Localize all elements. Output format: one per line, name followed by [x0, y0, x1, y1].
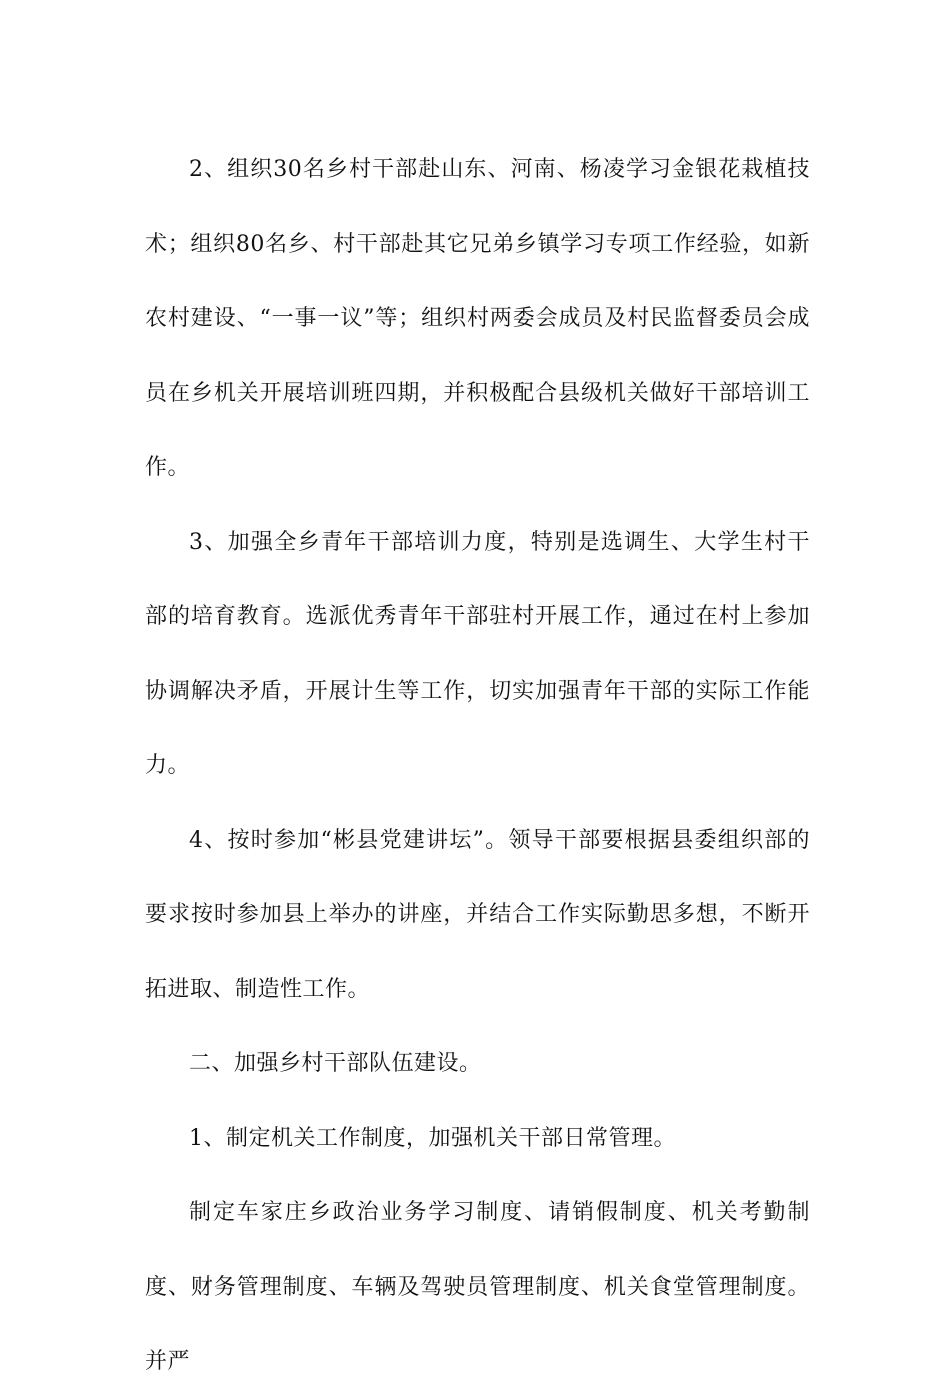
paragraph-young-cadre-training: 3、加强全乡青年干部培训力度，特别是选调生、大学生村干部的培育教育。选派优秀青年干部驻村开展工作，通过在村上参加协调解决矛盾，开展计生等工作，切实加强青年干部的实际工作能力。 — [145, 529, 810, 778]
section-heading-team-building: 二、加强乡村干部队伍建设。 — [189, 1051, 482, 1076]
paragraph-party-lecture: 4、按时参加“彬县党建讲坛”。领导干部要根据县委组织部的要求按时参加县上举办的讲座，并结合工作实际勤思多想，不断开拓进取、制造性工作。 — [145, 827, 810, 1002]
paragraph-management-rules: 制定车家庄乡政治业务学习制度、请销假制度、机关考勤制度、财务管理制度、车辆及驾驶员管理制度、机关食堂管理制度。并严 — [145, 1200, 810, 1374]
paragraph-training-study-tours: 2、组织30名乡村干部赴山东、河南、杨凌学习金银花栽植技术；组织80名乡、村干部赴其它兄弟乡镇学习专项工作经验，如新农村建设、“一事一议”等；组织村两委会成员及村民监督委员会成员在乡机关开展培训班四期，并积极配合县级机关做好干部培训工作。 — [145, 157, 810, 480]
subheading-work-rules: 1、制定机关工作制度，加强机关干部日常管理。 — [189, 1125, 676, 1151]
document-body — [145, 133, 810, 1400]
